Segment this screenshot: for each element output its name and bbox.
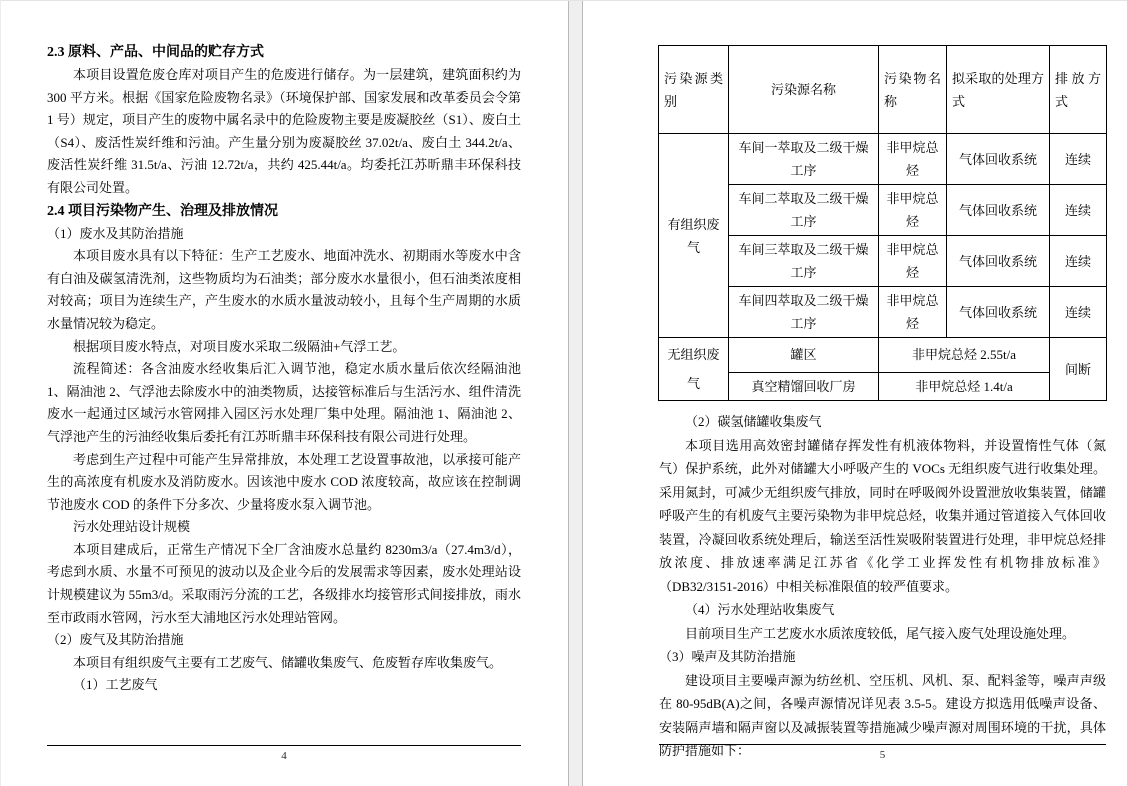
- item-wastewater-measures: （1）废水及其防治措施: [47, 225, 184, 241]
- section-heading-2-3: 2.3 原料、产品、中间品的贮存方式: [47, 45, 264, 60]
- paragraph-accident-pool: 考虑到生产过程中可能产生异常排放，本处理工艺设置事故池，以承接可能产生的高浓度有机废水及消防废水。因该池中废水 COD 浓度较高，故应该在控制调节池废水 COD 的条件下分多次、少量将废水泵入调节池。: [47, 451, 521, 512]
- page-4-footer: [47, 745, 521, 762]
- page-4-body: [47, 41, 521, 697]
- document-page-5: [583, 1, 1127, 786]
- cell-treatment: 气体回收系统: [947, 287, 1050, 338]
- cell-mode: 连续: [1050, 134, 1107, 185]
- cell-pollutant: 非甲烷总烃: [879, 134, 947, 185]
- paragraph-storage: 本项目设置危废仓库对项目产生的危废进行储存。为一层建筑，建筑面积约为 300 平方米。根据《国家危险废物名录》（环境保护部、国家发展和改革委员会令第 1 号）规定，项目产生的废物中属名录中的危险废物主要是废凝胶丝（S1）、废白土（S4）、废活性炭纤维和污油。产生量分别为废凝胶丝 37.02t/a、废白土 344.2t/a、废活性炭纤维 31.5t/a、污油 12.72t/a，共约 425.44t/a。均委托江苏昕鼎丰环保科技有限公司处置。: [47, 67, 521, 195]
- page-gutter: [568, 1, 583, 786]
- cell-pollutant-amount: 非甲烷总烃 1.4t/a: [879, 372, 1050, 400]
- item-tank-gas: （2）碳氢储罐收集废气: [685, 414, 822, 429]
- paragraph-tank-gas: 本项目选用高效密封罐储存挥发性有机液体物料，并设置惰性气体（氮气）保护系统，此外对储罐大小呼吸产生的 VOCs 无组织废气进行收集处理。采用氮封，可减少无组织废气排放，同时在呼吸阀外设置泄放收集装置，储罐呼吸产生的有机废气主要污染物为非甲烷总烃，收集并通过管道接入气体回收装置，冷凝回收系统处理后，输送至活性炭吸附装置进行处理，非甲烷总烃排放浓度、排放速率满足江苏省《化学工业挥发性有机物排放标准》（DB32/3151-2016）中相关标准限值的较严值要求。: [659, 437, 1106, 594]
- col-header-pollutant-name: 污染物名称: [879, 46, 947, 134]
- cell-treatment: 气体回收系统: [947, 185, 1050, 236]
- paragraph-station-scale: 本项目建成后，正常生产情况下全厂含油废水总量约 8230m3/a（27.4m3/d），考虑到水质、水量不可预见的波动以及企业今后的发展需求等因素，废水处理站设计规模建议为 55m3/d。采取雨污分流的工艺，各级排水均接管形式间接排放，雨水至市政雨水管网，污水至大浦地区污水处理站管网。: [47, 541, 521, 625]
- item-noise-measures: （3）噪声及其防治措施: [659, 649, 796, 664]
- cell-source: 车间二萃取及二级干燥工序: [729, 185, 879, 236]
- cell-mode: 间断: [1050, 338, 1107, 401]
- page-5-footer: [659, 744, 1106, 761]
- cell-source: 车间一萃取及二级干燥工序: [729, 134, 879, 185]
- cell-mode: 连续: [1050, 185, 1107, 236]
- paragraph-gas-intro: 本项目有组织废气主要有工艺废气、储罐收集废气、危废暂存库收集废气。: [73, 654, 503, 670]
- col-header-treatment: 拟采取的处理方式: [947, 46, 1050, 134]
- col-header-discharge-mode: 排放方式: [1050, 46, 1107, 134]
- page-5-body: [659, 45, 1106, 763]
- cell-source: 车间四萃取及二级干燥工序: [729, 287, 879, 338]
- pollution-source-table: [658, 45, 1107, 401]
- paragraph-wastewater-features: 本项目废水具有以下特征：生产工艺废水、地面冲洗水、初期雨水等废水中含有白油及碳氢清洗剂，这些物质均为石油类；部分废水水量很小，但石油类浓度相对较高；项目为连续生产，产生废水的水质水量波动较小，且每个生产周期的水质水量情况较为稳定。: [47, 248, 521, 331]
- cell-category-unorganized: 无组织废气: [659, 338, 729, 401]
- table-header-row: [659, 46, 1107, 134]
- cell-mode: 连续: [1050, 287, 1107, 338]
- cell-source: 罐区: [729, 338, 879, 373]
- document-page-4: [1, 1, 568, 786]
- cell-treatment: 气体回收系统: [947, 236, 1050, 287]
- cell-mode: 连续: [1050, 236, 1107, 287]
- item-sewage-station-gas: （4）污水处理站收集废气: [685, 602, 835, 617]
- cell-pollutant: 非甲烷总烃: [879, 287, 947, 338]
- cell-source: 车间三萃取及二级干燥工序: [729, 236, 879, 287]
- cell-pollutant: 非甲烷总烃: [879, 236, 947, 287]
- cell-treatment: 气体回收系统: [947, 134, 1050, 185]
- col-header-source-category: 污染源类别: [659, 46, 729, 134]
- cell-pollutant-amount: 非甲烷总烃 2.55t/a: [879, 338, 1050, 373]
- section-heading-2-4: 2.4 项目污染物产生、治理及排放情况: [47, 203, 278, 219]
- item-process-gas: （1）工艺废气: [73, 677, 158, 693]
- cell-source: 真空精馏回收厂房: [729, 372, 879, 400]
- paragraph-sewage-gas: 目前项目生产工艺废水水质浓度较低，尾气接入废气处理设施处理。: [685, 625, 1076, 641]
- paragraph-station-design-title: 污水处理站设计规模: [73, 519, 191, 535]
- paragraph-wastewater-process: 根据项目废水特点，对项目废水采取二级隔油+气浮工艺。: [73, 338, 406, 354]
- page-number: 4: [281, 750, 287, 762]
- cell-pollutant: 非甲烷总烃: [879, 185, 947, 236]
- item-gas-measures: （2）废气及其防治措施: [47, 632, 184, 648]
- paragraph-noise: 建设项目主要噪声源为纺丝机、空压机、风机、泵、配料釜等，噪声声级在 80-95dB(A)之间，各噪声源情况详见表 3.5-5。建设方拟选用低噪声设备、安装隔声墙和隔声窗以及减振装置等措施减少噪声源对周围环境的干扰，具体防护措施如下：: [659, 672, 1106, 758]
- table-row: [659, 338, 1107, 373]
- col-header-source-name: 污染源名称: [729, 46, 879, 134]
- table-row: [659, 134, 1107, 185]
- cell-category-organized: 有组织废气: [659, 134, 729, 338]
- paragraph-flow-description: 流程简述：各含油废水经收集后汇入调节池，稳定水质水量后依次经隔油池 1、隔油池 2、气浮池去除废水中的油类物质，达接管标准后与生活污水、组件清洗废水一起通过区域污水管网排入园区污水处理厂集中处理。隔油池 1、隔油池 2、气浮池产生的污油经收集后委托有江苏昕鼎丰环保科技有限公司进行处理。: [47, 361, 521, 444]
- page-number: 5: [879, 749, 886, 761]
